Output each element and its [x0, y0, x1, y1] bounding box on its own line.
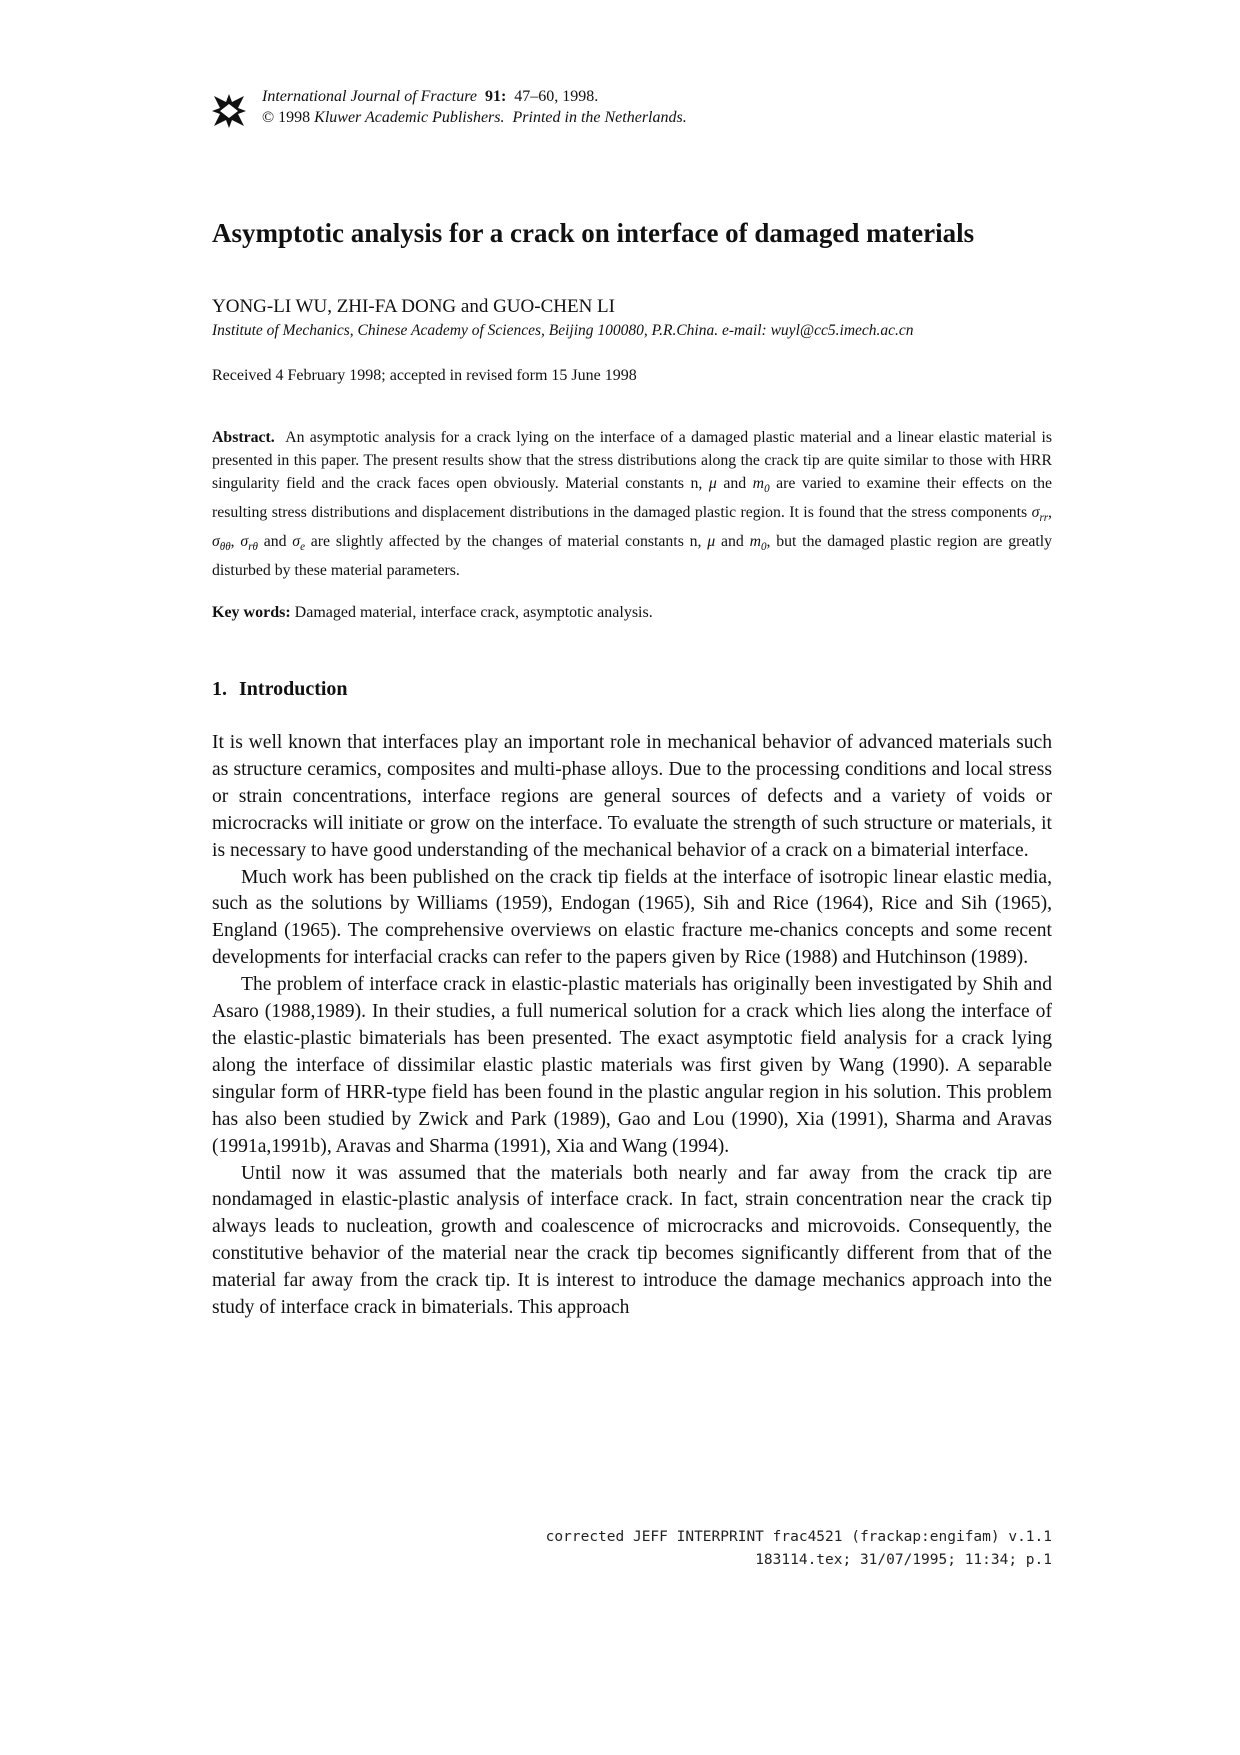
- journal-citation: [262, 86, 687, 128]
- keywords-label: Key words:: [212, 604, 291, 621]
- body-paragraph: The problem of interface crack in elastic-plastic materials has originally been investigated by Shih and Asaro (1988,1989). In their studies, a full numerical solution for a crack which lies along the interface of the elastic-plastic bimaterials has been presented. The exact asymptotic field analysis for a crack lying along the interface of dissimilar elastic plastic materials was first given by Wang (1990). A separable singular form of HRR-type field has been found in the plastic angular region in his solution. This problem has also been studied by Zwick and Park (1989), Gao and Lou (1990), Xia (1991), Sharma and Aravas (1991a,1991b), Aravas and Sharma (1991), Xia and Wang (1994).: [212, 974, 1052, 1157]
- authors: YONG-LI WU, ZHI-FA DONG and GUO-CHEN LI: [212, 296, 615, 317]
- section-number: 1.: [212, 678, 227, 700]
- footer: [546, 1526, 1052, 1572]
- journal-line-2: [262, 107, 687, 128]
- abstract-text-3: are varied to examine their effects on the resulting stress distributions and displacement distributions in the damaged plastic region. It is found that the stress components: [212, 475, 1053, 522]
- journal-name: International Journal of Fracture: [262, 88, 477, 105]
- symbol-mu: μ: [708, 475, 717, 492]
- body-paragraph: Much work has been published on the crack tip fields at the interface of isotropic linear elastic media, such as the solutions by Williams (1959), Endogan (1965), Sih and Rice (1964), Rice and Sih (1965), England (1965). The comprehensive overviews on elastic fracture me-chanics concepts and some recent developments for interfacial cracks can refer to the papers given by Rice (1988) and Hutchinson (1989).: [212, 866, 1052, 969]
- body-paragraph: Until now it was assumed that the materials both nearly and far away from the crack tip are nondamaged in elastic-plastic analysis of interface crack. In fact, strain concentration near the crack tip always leads to nucleation, growth and coalescence of microcracks and microvoids. Consequently, the constitutive behavior of the material near the crack tip becomes significantly different from that of the material far away from the crack tip. It is interest to introduce the damage mechanics approach into the study of interface crack in bimaterials. This approach: [212, 1162, 1052, 1319]
- symbol-m0: $m_0$: [752, 475, 770, 496]
- symbol-mu-2: μ: [707, 533, 716, 551]
- footer-line-1: corrected JEFF INTERPRINT frac4521 (frackap:engifam) v.1.1: [545, 1529, 1052, 1545]
- journal-volume: 91:: [484, 88, 507, 105]
- body-text: [212, 730, 1052, 1322]
- paper-title: Asymptotic analysis for a crack on interface of damaged materials: [212, 218, 975, 248]
- abstract: Abstract. An asymptotic analysis for a crack lying on the interface of a damaged plastic material and a linear elastic material is presented in this paper. The present results show that the stress distributions along the crack tip are quite similar to those with HRR singularity field and the crack faces open obviously. Material constants n, μ and $m_0$ are varied to examine their effects on the resulting stress distributions and displacement distributions in the damaged plastic region. It is found that the stress components $\sigma_{rr}$, $\sigma_{\theta\theta}$, $\sigma_{r\theta}$ and $\sigma_e$ are slightly affected by the changes of material constants n, μ and $m_0$, but the damaged plastic region are greatly disturbed by these material parameters.: [212, 429, 1053, 580]
- symbol-m0-2: $m_0$: [749, 533, 767, 554]
- abstract-text-6: and: [720, 533, 744, 551]
- abstract-text-5: are slightly affected by the changes of material constants n,: [310, 533, 702, 551]
- journal-line-1: [262, 86, 687, 107]
- abstract-text-4: and: [263, 533, 287, 551]
- body-paragraph: It is well known that interfaces play an important role in mechanical behavior of advanced materials such as structure ceramics, composites and multi-phase alloys. Due to the processing conditions and local stress or strain concentrations, interface regions are general sources of defects and a variety of voids or microcracks will initiate or grow on the interface. To evaluate the strength of such structure or materials, it is necessary to have good understanding of the mechanical behavior of a crack on a bimaterial interface.: [212, 732, 1052, 861]
- publisher-logo-icon: [212, 92, 246, 130]
- keywords: [212, 602, 653, 624]
- abstract-label: Abstract.: [212, 429, 275, 446]
- footer-line-2: 183114.tex; 31/07/1995; 11:34; p.1: [755, 1552, 1052, 1568]
- symbol-sigma-rt: $\sigma_{r\theta}$: [240, 533, 258, 554]
- affiliation: Institute of Mechanics, Chinese Academy of Sciences, Beijing 100080, P.R.China. e-mail: wuyl@cc5.imech.ac.cn: [212, 322, 914, 339]
- publisher: Kluwer Academic Publishers.: [314, 109, 505, 126]
- copyright: © 1998: [262, 109, 311, 126]
- abstract-text-1: An asymptotic analysis for a crack lying on the interface of a damaged plastic material and a linear elastic material is presented in this paper. The present results show that the stress distributions along the crack tip are quite similar to those with HRR singularity field and the crack faces open obviously. Material constants n,: [212, 429, 1053, 492]
- printed-location: Printed in the Netherlands.: [512, 109, 687, 126]
- journal-header: [212, 86, 1052, 136]
- symbol-sigma-e: $\sigma_e$: [292, 533, 305, 554]
- keywords-text: Damaged material, interface crack, asymptotic analysis.: [294, 604, 653, 621]
- section-heading: [212, 676, 348, 702]
- symbol-sigma-rr: $\sigma_{rr}$: [1031, 504, 1049, 525]
- journal-pages-year: 47–60, 1998.: [514, 88, 599, 105]
- section-title: Introduction: [239, 678, 348, 700]
- symbol-sigma-tt: $\sigma_{\theta\theta}$: [212, 533, 231, 554]
- received-date: Received 4 February 1998; accepted in revised form 15 June 1998: [212, 367, 637, 384]
- abstract-text-2: and: [723, 475, 747, 492]
- abstract-text-7: , but the damaged plastic region are greatly disturbed by these material parameters.: [212, 533, 1053, 580]
